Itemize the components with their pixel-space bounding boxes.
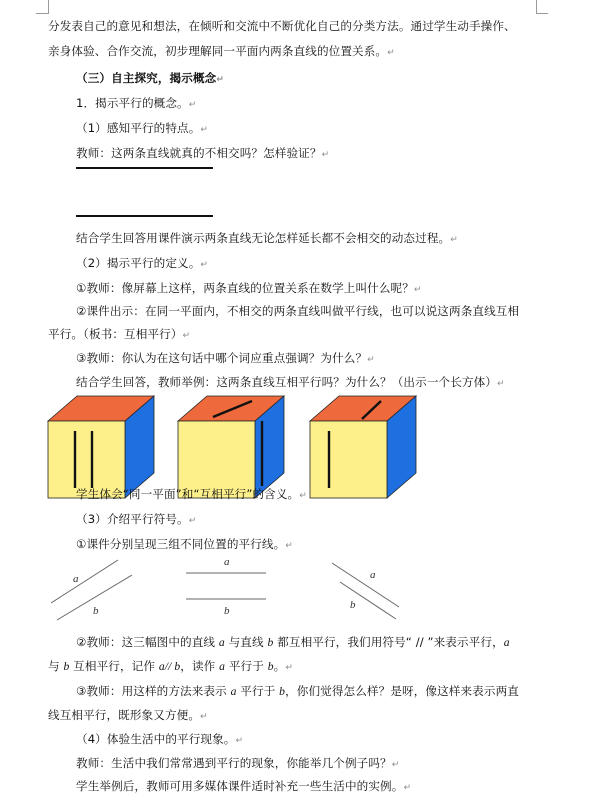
- paragraph-line: 教师：这两条直线就真的不相交吗？怎样验证？↵: [76, 146, 330, 160]
- label-b: b: [350, 599, 356, 611]
- paragraph-line: ③教师：用这样的方法来表示 a 平行于 b，你们觉得怎么样？是呀，像这样来表示两直: [76, 684, 519, 698]
- paragraph-line: ③教师：你认为在这句话中哪个词应重点强调？为什么？↵: [76, 351, 375, 365]
- cuboid-1: [48, 396, 154, 498]
- cuboid-3: [310, 396, 416, 498]
- label-a: a: [370, 569, 376, 581]
- paragraph-line: 与 b 互相平行，记作 a// b，读作 a 平行于 b。↵: [48, 659, 293, 673]
- paragraph-line: 结合学生回答，教师举例：这两条直线互相平行吗？为什么？（出示一个长方体）↵: [76, 375, 505, 389]
- paragraph-line: 平行。（板书：互相平行）↵: [48, 327, 191, 341]
- line-b: [340, 582, 396, 619]
- paragraph-line: 结合学生回答用课件演示两条直线无论怎样延长都不会相交的动态过程。↵: [76, 231, 458, 245]
- line-a: [332, 563, 399, 607]
- section-heading: （三）自主探究，揭示概念↵: [76, 71, 224, 85]
- paragraph-line: ②课件出示：在同一平面内，不相交的两条直线叫做平行线，也可以说这两条直线互相: [76, 304, 520, 318]
- paragraph-line: ①教师：像屏幕上这样，两条直线的位置关系在数学上叫什么呢？↵: [76, 281, 422, 295]
- label-b: b: [93, 605, 99, 617]
- paragraph-line: 学生举例后，教师可用多媒体课件适时补充一些生活中的实例。↵: [76, 779, 412, 793]
- label-b: b: [224, 605, 230, 617]
- label-a: a: [73, 573, 79, 585]
- paragraph-line: （4）体验生活中的平行现象。↵: [76, 732, 244, 746]
- paragraph-line: （2）揭示平行的定义。↵: [76, 256, 209, 270]
- line-a: [51, 560, 118, 603]
- cuboid-2: [178, 396, 284, 498]
- parallel-group-2: [186, 556, 266, 617]
- paragraph-line: （1）感知平行的特点。↵: [76, 121, 209, 135]
- cube-front-face: [310, 421, 387, 498]
- paragraph-line: 线互相平行，既形象又方便。↵: [48, 708, 208, 722]
- parallel-group-1: [51, 560, 132, 620]
- paragraph-line: （3）介绍平行符号。↵: [76, 512, 197, 526]
- label-a: a: [224, 556, 230, 568]
- parallel-group-3: [332, 563, 399, 619]
- paragraph-line: 分发表自己的意见和想法，在倾听和交流中不断优化自己的分类方法。通过学生动手操作、: [48, 19, 516, 33]
- paragraph-line: 学生体会“同一平面”和“互相平行”的含义。↵: [76, 487, 307, 501]
- paragraph-line: ②教师：这三幅图中的直线 a 与直线 b 都互相平行，我们用符号“ // ”来表示平行，a: [76, 635, 510, 649]
- paragraph-line: 亲身体验、合作交流，初步理解同一平面内两条直线的位置关系。↵: [48, 44, 395, 58]
- paragraph-line: 1．揭示平行的概念。↵: [76, 96, 197, 110]
- paragraph-line: 教师：生活中我们常常遇到平行的现象，你能举几个例子吗？↵: [76, 756, 400, 770]
- paragraph-line: ①课件分别呈现三组不同位置的平行线。↵: [76, 537, 293, 551]
